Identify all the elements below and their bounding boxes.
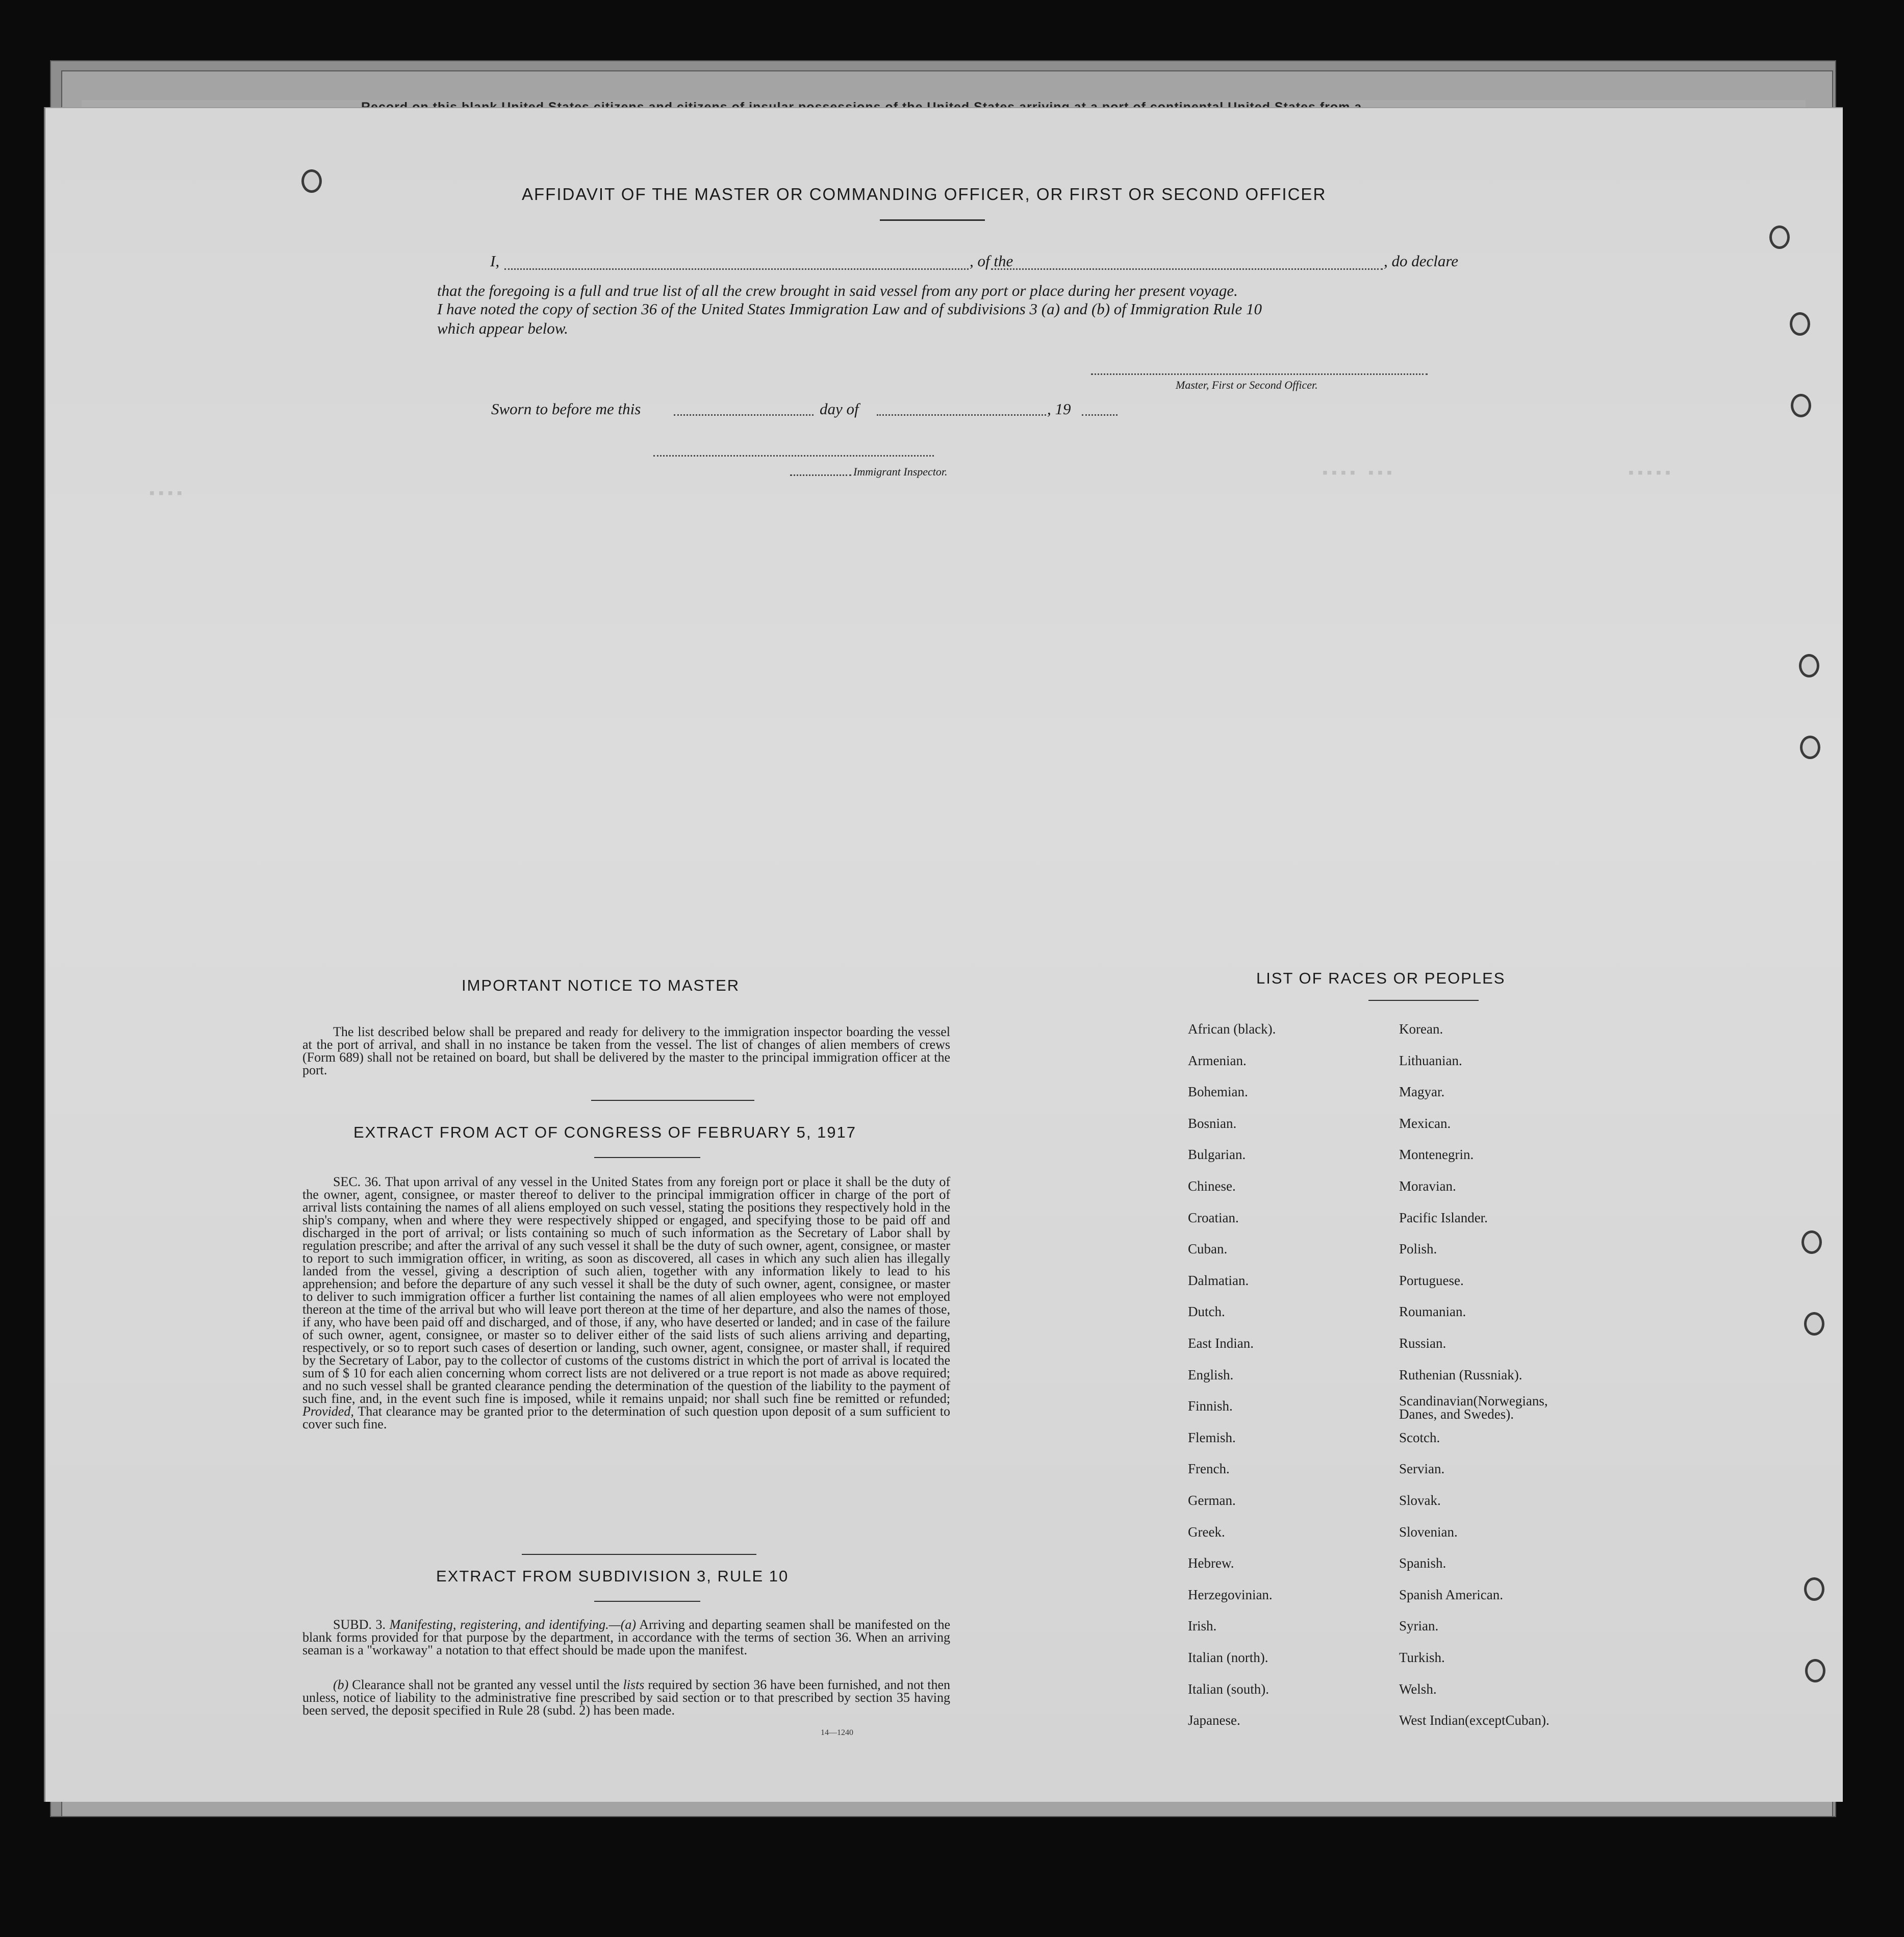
para-b-text-1: Clearance shall not be granted any vessel until the <box>352 1677 620 1692</box>
race-left-16: Greek. <box>1188 1524 1225 1540</box>
sworn-day-of: day of <box>820 400 859 418</box>
race-left-19: Irish. <box>1188 1618 1217 1633</box>
race-left-7: Cuban. <box>1188 1241 1228 1256</box>
race-left-5: Chinese. <box>1188 1178 1236 1194</box>
affidavit-line-1-middle: , of the <box>970 252 1013 270</box>
bleed-through-column: ▪▪▪▪▪ <box>1627 465 1673 483</box>
race-left-20: Italian (north). <box>1188 1650 1268 1665</box>
sworn-year-prefix: , 19 <box>1047 400 1071 418</box>
inspector-label: Immigrant Inspector. <box>853 465 948 478</box>
race-left-18: Herzegovinian. <box>1188 1587 1273 1602</box>
race-left-22: Japanese. <box>1188 1713 1240 1728</box>
race-right-14: Servian. <box>1399 1461 1445 1476</box>
race-right-6: Pacific Islander. <box>1399 1210 1488 1225</box>
race-right-1: Lithuanian. <box>1399 1053 1462 1068</box>
punch-hole <box>1804 1312 1824 1336</box>
sworn-day-blank[interactable] <box>674 414 814 416</box>
race-left-2: Bohemian. <box>1188 1084 1248 1099</box>
affidavit-line-4: which appear below. <box>437 319 568 337</box>
race-right-17: Spanish. <box>1399 1555 1446 1571</box>
race-left-12: Finnish. <box>1188 1398 1233 1414</box>
race-right-13: Scotch. <box>1399 1430 1440 1445</box>
sworn-text: Sworn to before me this <box>491 400 641 418</box>
subd-label: SUBD. 3. <box>333 1617 386 1632</box>
race-left-21: Italian (south). <box>1188 1681 1269 1697</box>
name-blank[interactable] <box>504 268 969 270</box>
races-title-underline <box>1368 1000 1479 1001</box>
race-left-14: French. <box>1188 1461 1230 1476</box>
race-left-4: Bulgarian. <box>1188 1147 1246 1162</box>
punch-hole <box>1791 394 1811 417</box>
notice-text: The list described below shall be prepared and ready for delivery to the immigration inspector boarding the vessel at the port of arrival, and shall in no instance be taken from the vessel. The list of changes of alien members of crews (Form 689) shall not be retained on board, but shall be delivered by the master to the principal immigration officer at the port. <box>302 1024 950 1077</box>
rule10-para-a <box>302 1618 950 1656</box>
divider <box>591 1100 754 1101</box>
sworn-year-blank[interactable] <box>1082 414 1118 416</box>
signature-blank[interactable] <box>1091 373 1428 375</box>
race-right-21: Welsh. <box>1399 1681 1437 1697</box>
race-left-15: German. <box>1188 1493 1236 1508</box>
race-left-8: Dalmatian. <box>1188 1273 1249 1288</box>
signature-label: Master, First or Second Officer. <box>1176 379 1318 391</box>
affidavit-line-1-end: , do declare <box>1384 252 1459 270</box>
race-right-4: Montenegrin. <box>1399 1147 1474 1162</box>
race-right-22: West Indian(exceptCuban). <box>1399 1713 1550 1728</box>
punch-hole <box>1800 736 1820 759</box>
race-right-2: Magyar. <box>1399 1084 1445 1099</box>
race-left-1: Armenian. <box>1188 1053 1247 1068</box>
section-body: That upon arrival of any vessel in the United States from any foreign port or place it shall be the duty of the owner, agent, consignee, or master thereof to deliver to the principal immigration officer in charge of the port of arrival lists containing the names of all aliens employed on such vessel, stating the positions they respectively hold in the ship's company, when and where they were respectively shipped or engaged, and specifying those to be paid off and discharged in the port of arrival; or lists containing so much of such information as the Secretary of Labor shall by regulation prescribe; and after the arrival of any such vessel it shall be the duty of such owner, agent, consignee, or master to report to such immigration officer, in writing, as soon as discovered, all cases in which any such alien has illegally landed from the vessel, giving a description of such alien, together with any information likely to lead to his apprehension; and before the departure of any such vessel it shall be the duty of such owner, agent, consignee, or master to deliver to such immigration officer a further list containing the names of all alien employees who were not employed thereon at the time of the arrival but who will leave port thereon at the time of her departure, and also the names of those, if any, who have been paid off and discharged, and of those, if any, who have deserted or landed; and in case of the failure of such owner, agent, consignee, or master so to deliver either of the said lists of such aliens arriving and departing, respectively, or so to report such cases of desertion or landing, such owner, agent, consignee, or master shall, if required by the Secretary of Labor, pay to the collector of customs of the customs district in which the port of arrival is located the sum of $ 10 for each alien concerning whom correct lists are not delivered or a true report is not made as above required; and no such vessel shall be granted clearance pending the determination of the question of the liability to the payment of such fine, and, in the event such fine is imposed, while it remains unpaid; nor shall such fine be remitted or refunded; <box>302 1174 950 1406</box>
act-title: EXTRACT FROM ACT OF CONGRESS OF FEBRUARY 5, 1917 <box>353 1123 857 1141</box>
race-left-0: African (black). <box>1188 1021 1276 1037</box>
para-b-text-2: required by section 36 have been furnished, and not then unless, notice of liability to the administrative fine prescribed by said section or to that prescribed by section 35 having been served, the deposit specified in Rule 28 (subd. 2) has been made. <box>302 1677 950 1718</box>
proviso-text: That clearance may be granted prior to the determination of such question upon deposit of a sum sufficient to cover such fine. <box>302 1404 951 1431</box>
para-a-text: Arriving and departing seamen shall be manifested on the blank forms provided for that purpose by the department, in accordance with the terms of section 36. When an arriving seaman is a "workaway" a notation to that effect should be made upon the manifest. <box>302 1617 951 1657</box>
affidavit-line-1-start: I, <box>490 252 500 270</box>
sworn-month-blank[interactable] <box>877 414 1046 416</box>
punch-hole <box>1805 1659 1825 1682</box>
race-right-7: Polish. <box>1399 1241 1437 1256</box>
affidavit-line-2: that the foregoing is a full and true list of all the crew brought in said vessel from any port or place during her present voyage. <box>437 282 1238 299</box>
rule10-title: EXTRACT FROM SUBDIVISION 3, RULE 10 <box>436 1567 789 1585</box>
punch-hole <box>1790 312 1810 336</box>
race-left-10: East Indian. <box>1188 1336 1254 1351</box>
punch-hole <box>1799 654 1819 677</box>
race-right-11: Ruthenian (Russniak). <box>1399 1367 1522 1382</box>
inspector-signature-blank[interactable] <box>653 455 934 457</box>
title-underline <box>880 219 985 221</box>
race-left-9: Dutch. <box>1188 1304 1225 1319</box>
rule10-para-b <box>302 1678 950 1717</box>
race-left-11: English. <box>1188 1367 1234 1382</box>
affidavit-sheet <box>44 107 1843 1802</box>
race-left-17: Hebrew. <box>1188 1555 1234 1571</box>
race-right-16: Slovenian. <box>1399 1524 1458 1540</box>
punch-hole <box>301 169 322 193</box>
race-left-13: Flemish. <box>1188 1430 1236 1445</box>
para-b-lists: lists <box>623 1677 645 1692</box>
bleed-through-column: ▪▪▪▪ <box>147 486 185 503</box>
races-title: LIST OF RACES OR PEOPLES <box>1256 969 1506 987</box>
punch-hole <box>1801 1230 1822 1254</box>
act-text <box>302 1175 950 1430</box>
notice-title: IMPORTANT NOTICE TO MASTER <box>462 976 740 994</box>
punch-hole <box>1769 225 1790 249</box>
bleed-through-column: ▪▪▪▪ ▪▪▪ <box>1321 465 1394 483</box>
race-right-15: Slovak. <box>1399 1493 1441 1508</box>
affidavit-title: AFFIDAVIT OF THE MASTER OR COMMANDING OFFICER, OR FIRST OR SECOND OFFICER <box>522 185 1327 204</box>
race-right-10: Russian. <box>1399 1336 1446 1351</box>
para-b-label: (b) <box>333 1677 349 1692</box>
race-right-12: Scandinavian(Norwegians, Danes, and Swedes). <box>1399 1393 1548 1422</box>
race-right-19: Syrian. <box>1399 1618 1439 1633</box>
subd-heading: Manifesting, registering, and identifying.—(a) <box>389 1617 637 1632</box>
race-left-6: Croatian. <box>1188 1210 1239 1225</box>
race-right-3: Mexican. <box>1399 1116 1451 1131</box>
vessel-blank[interactable] <box>991 268 1383 270</box>
inspector-prefix-blank[interactable] <box>790 474 851 476</box>
section-label: SEC. 36. <box>333 1174 382 1189</box>
race-right-9: Roumanian. <box>1399 1304 1466 1319</box>
race-left-3: Bosnian. <box>1188 1116 1237 1131</box>
race-right-18: Spanish American. <box>1399 1587 1503 1602</box>
race-right-0: Korean. <box>1399 1021 1443 1037</box>
rule10-title-underline <box>594 1601 700 1602</box>
affidavit-line-3: I have noted the copy of section 36 of the United States Immigration Law and of subdivisions 3 (a) and (b) of Immigration Rule 10 <box>437 300 1262 318</box>
race-right-5: Moravian. <box>1399 1178 1456 1194</box>
punch-hole <box>1804 1577 1824 1601</box>
proviso-label: Provided, <box>302 1404 354 1419</box>
form-number: 14—1240 <box>821 1728 853 1737</box>
race-right-20: Turkish. <box>1399 1650 1445 1665</box>
divider <box>522 1554 756 1555</box>
act-title-underline <box>594 1157 700 1158</box>
race-right-8: Portuguese. <box>1399 1273 1464 1288</box>
